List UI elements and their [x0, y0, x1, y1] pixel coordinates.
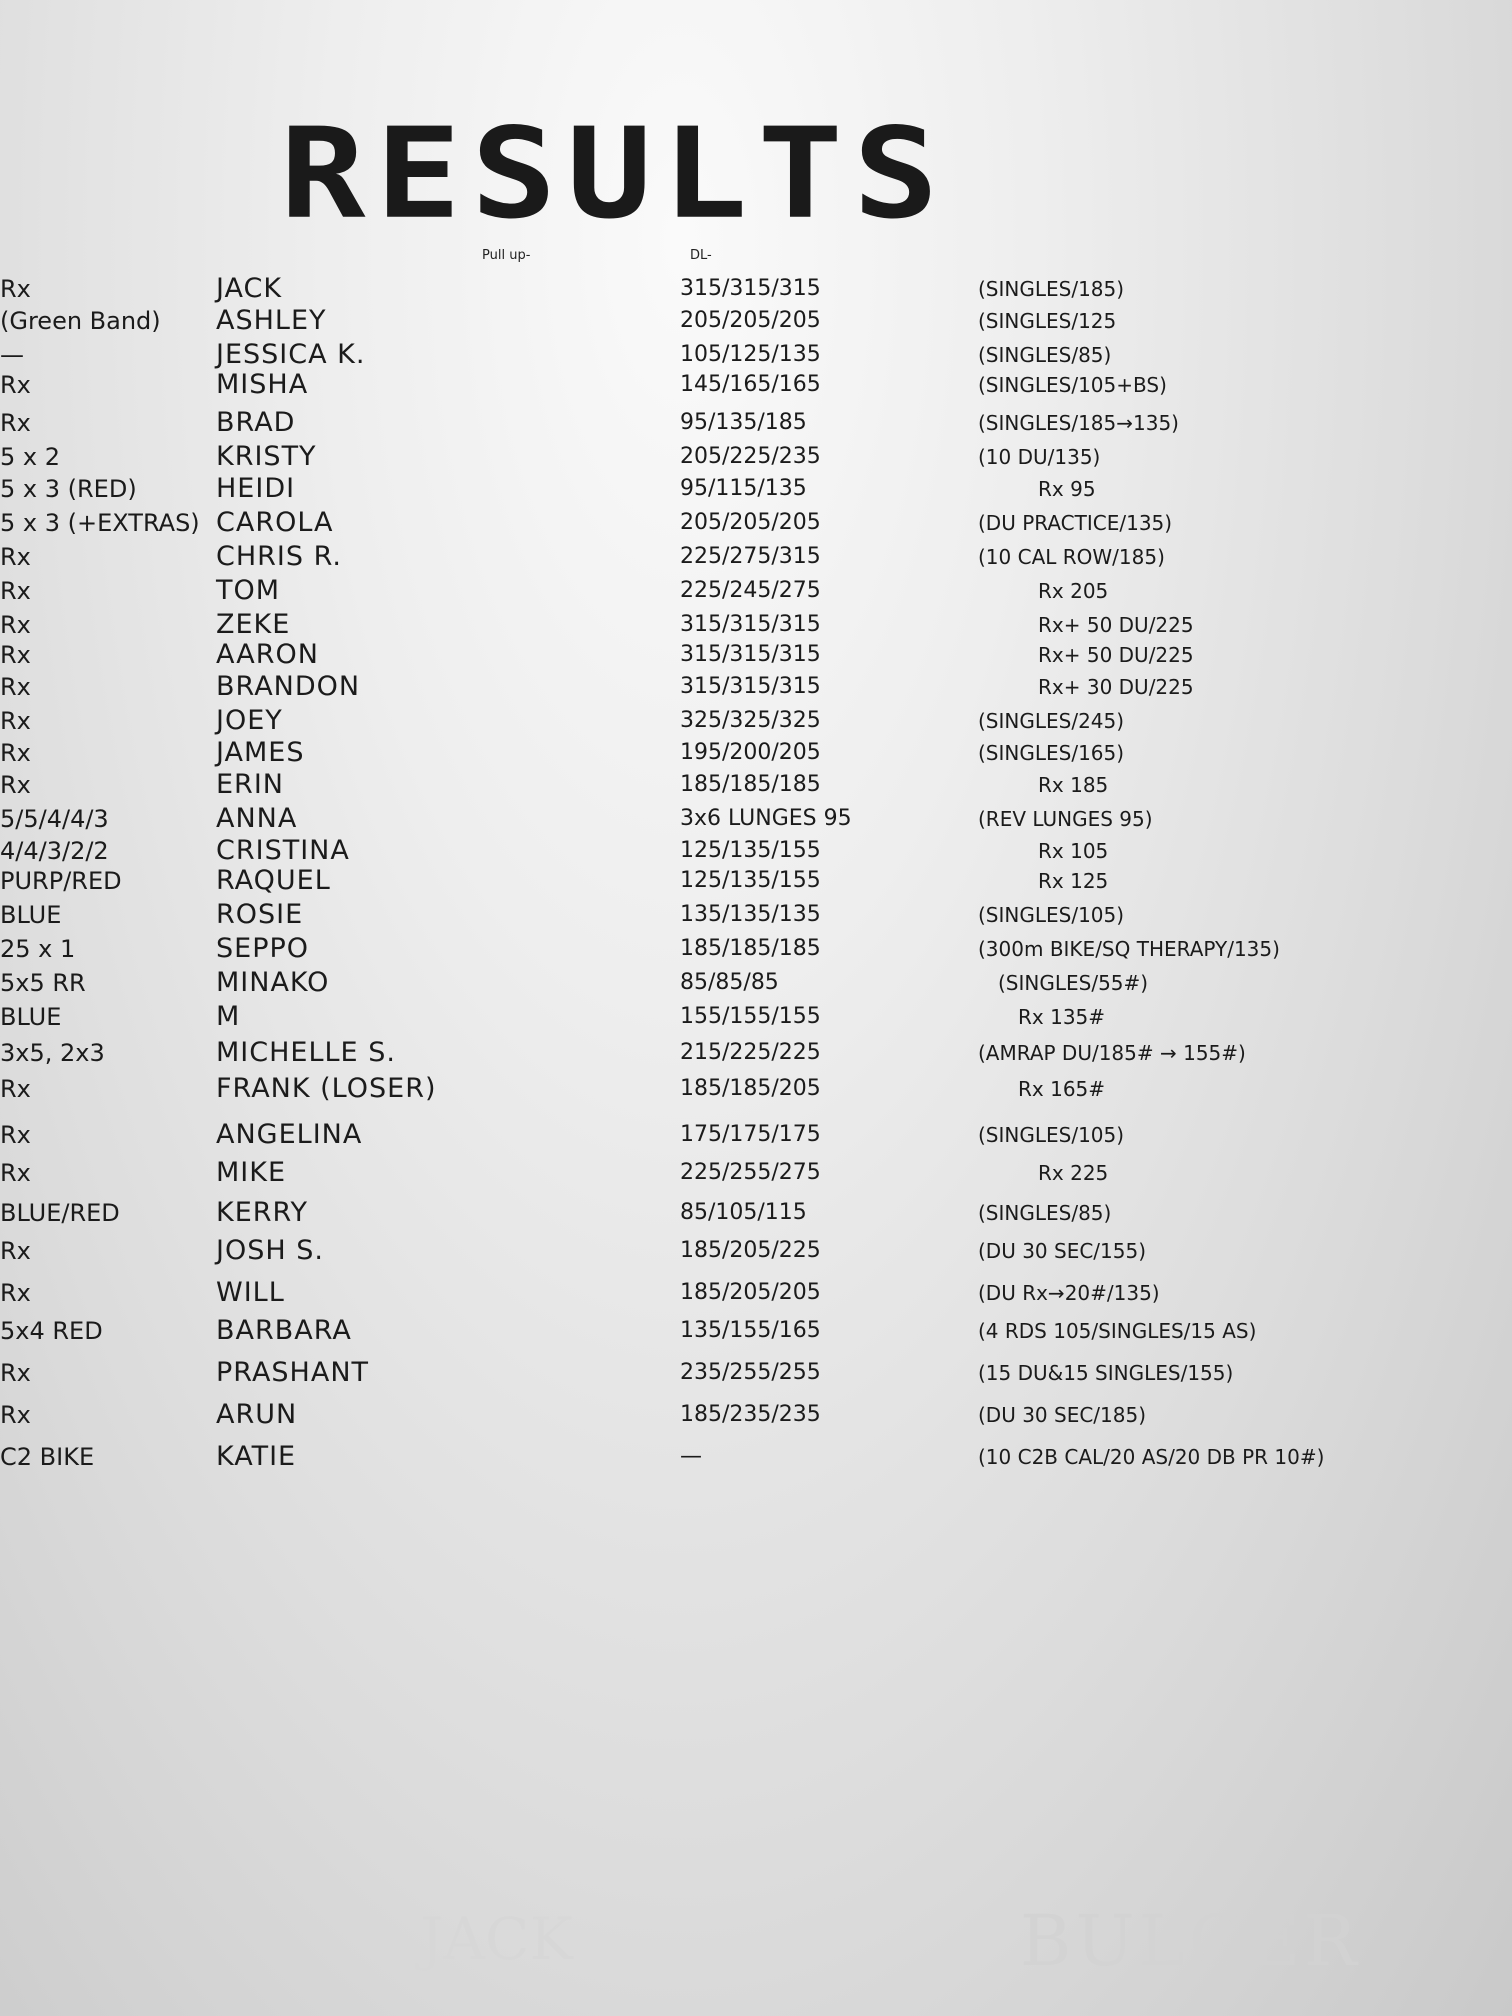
athlete-name: MICHELLE S.: [216, 1037, 396, 1068]
athlete-name: M: [216, 1001, 241, 1032]
athlete-name: CRISTINA: [216, 835, 350, 866]
result-row: [0, 474, 1512, 504]
result-row: [0, 640, 1512, 670]
workout-note: Rx 185: [1038, 773, 1109, 797]
athlete-name: FRANK (LOSER): [216, 1073, 437, 1104]
result-row: [0, 1236, 1512, 1266]
pullup-result: Rx: [0, 611, 31, 639]
deadlift-result: 195/200/205: [680, 740, 821, 765]
deadlift-result: 225/255/275: [680, 1160, 821, 1185]
workout-note: (SINGLES/125: [978, 309, 1117, 333]
deadlift-result: 225/275/315: [680, 544, 821, 569]
deadlift-result: 315/315/315: [680, 612, 821, 637]
athlete-name: KRISTY: [216, 441, 317, 472]
workout-note: (DU 30 SEC/155): [978, 1239, 1147, 1263]
deadlift-result: 235/255/255: [680, 1360, 821, 1385]
result-row: [0, 1442, 1512, 1472]
pullup-result: 5 x 3 (RED): [0, 475, 137, 503]
pullup-result: BLUE: [0, 1003, 62, 1031]
pullup-result: Rx: [0, 1159, 31, 1187]
workout-note: (SINGLES/105): [978, 903, 1125, 927]
workout-note: Rx 95: [1038, 477, 1096, 501]
pullup-result: (Green Band): [0, 307, 161, 335]
result-row: [0, 1198, 1512, 1228]
athlete-name: CAROLA: [216, 507, 334, 538]
athlete-name: HEIDI: [216, 473, 296, 504]
workout-note: (300m BIKE/SQ THERAPY/135): [978, 937, 1280, 961]
deadlift-result: 175/175/175: [680, 1122, 821, 1147]
athlete-name: MIKE: [216, 1157, 287, 1188]
deadlift-result: 325/325/325: [680, 708, 821, 733]
workout-note: Rx 105: [1038, 839, 1109, 863]
result-row: [0, 866, 1512, 896]
athlete-name: MISHA: [216, 369, 309, 400]
deadlift-result: 85/105/115: [680, 1200, 807, 1225]
workout-note: (SINGLES/55#): [998, 971, 1149, 995]
result-row: [0, 706, 1512, 736]
pullup-result: 5 x 2: [0, 443, 60, 471]
pullup-result: —: [0, 341, 24, 369]
workout-note: Rx 205: [1038, 579, 1109, 603]
result-row: [0, 1038, 1512, 1068]
result-row: [0, 542, 1512, 572]
athlete-name: AARON: [216, 639, 319, 670]
pullup-result: Rx: [0, 707, 31, 735]
result-row: [0, 274, 1512, 304]
result-row: [0, 1074, 1512, 1104]
result-row: [0, 934, 1512, 964]
result-row: [0, 900, 1512, 930]
deadlift-result: 185/185/185: [680, 936, 821, 961]
athlete-name: JACK: [216, 273, 283, 304]
workout-note: (SINGLES/105+BS): [978, 373, 1167, 397]
deadlift-result: —: [680, 1444, 702, 1469]
workout-note: (15 DU&15 SINGLES/155): [978, 1361, 1234, 1385]
workout-note: (SINGLES/165): [978, 741, 1125, 765]
athlete-name: RAQUEL: [216, 865, 331, 896]
deadlift-result: 205/205/205: [680, 308, 821, 333]
workout-note: (SINGLES/245): [978, 709, 1125, 733]
athlete-name: KATIE: [216, 1441, 297, 1472]
deadlift-result: 315/315/315: [680, 276, 821, 301]
pullup-result: Rx: [0, 1237, 31, 1265]
deadlift-result: 185/205/225: [680, 1238, 821, 1263]
athlete-name: ERIN: [216, 769, 284, 800]
deadlift-result: 135/155/165: [680, 1318, 821, 1343]
deadlift-result: 185/185/205: [680, 1076, 821, 1101]
pullup-result: Rx: [0, 577, 31, 605]
pullup-result: Rx: [0, 1359, 31, 1387]
athlete-name: JOSH S.: [216, 1235, 324, 1266]
athlete-name: BARBARA: [216, 1315, 352, 1346]
athlete-name: JESSICA K.: [216, 339, 366, 370]
deadlift-result: 205/205/205: [680, 510, 821, 535]
workout-note: (SINGLES/85): [978, 1201, 1112, 1225]
workout-note: Rx 125: [1038, 869, 1109, 893]
workout-note: Rx 225: [1038, 1161, 1109, 1185]
pullup-result: 5x5 RR: [0, 969, 86, 997]
deadlift-result: 105/125/135: [680, 342, 821, 367]
deadlift-result: 215/225/225: [680, 1040, 821, 1065]
result-row: [0, 1358, 1512, 1388]
result-row: [0, 408, 1512, 438]
athlete-name: MINAKO: [216, 967, 330, 998]
deadlift-result: 315/315/315: [680, 642, 821, 667]
pullup-result: Rx: [0, 1075, 31, 1103]
pullup-result: 5 x 3 (+EXTRAS): [0, 509, 200, 537]
pullup-result: 3x5, 2x3: [0, 1039, 105, 1067]
athlete-name: PRASHANT: [216, 1357, 370, 1388]
result-row: [0, 672, 1512, 702]
pullup-result: Rx: [0, 371, 31, 399]
deadlift-result: 205/225/235: [680, 444, 821, 469]
result-row: [0, 1278, 1512, 1308]
workout-note: Rx 135#: [1018, 1005, 1106, 1029]
pullup-result: Rx: [0, 1401, 31, 1429]
athlete-name: CHRIS R.: [216, 541, 342, 572]
workout-note: (DU 30 SEC/185): [978, 1403, 1147, 1427]
pullup-result: Rx: [0, 739, 31, 767]
pullup-result: Rx: [0, 1279, 31, 1307]
result-row: [0, 306, 1512, 336]
athlete-name: JOEY: [216, 705, 283, 736]
deadlift-result: 225/245/275: [680, 578, 821, 603]
result-row: [0, 1120, 1512, 1150]
athlete-name: SEPPO: [216, 933, 310, 964]
deadlift-result: 125/135/155: [680, 838, 821, 863]
athlete-name: WILL: [216, 1277, 285, 1308]
deadlift-result: 145/165/165: [680, 372, 821, 397]
athlete-name: ASHLEY: [216, 305, 327, 336]
deadlift-result: 315/315/315: [680, 674, 821, 699]
result-row: [0, 576, 1512, 606]
deadlift-result: 135/135/135: [680, 902, 821, 927]
pullup-result: 5x4 RED: [0, 1317, 103, 1345]
workout-note: (10 CAL ROW/185): [978, 545, 1165, 569]
workout-note: Rx+ 50 DU/225: [1038, 613, 1194, 637]
result-row: [0, 442, 1512, 472]
result-row: [0, 610, 1512, 640]
athlete-name: ANNA: [216, 803, 298, 834]
workout-note: (DU PRACTICE/135): [978, 511, 1173, 535]
result-row: [0, 1158, 1512, 1188]
workout-note: (SINGLES/185→135): [978, 411, 1179, 435]
workout-note: (10 C2B CAL/20 AS/20 DB PR 10#): [978, 1445, 1325, 1469]
result-row: [0, 370, 1512, 400]
pullup-result: 4/4/3/2/2: [0, 837, 109, 865]
deadlift-result: 3x6 LUNGES 95: [680, 806, 852, 831]
results-title: RESULTS: [280, 101, 949, 247]
result-row: [0, 508, 1512, 538]
athlete-name: KERRY: [216, 1197, 309, 1228]
athlete-name: TOM: [216, 575, 281, 606]
result-row: [0, 340, 1512, 370]
pullup-result: Rx: [0, 771, 31, 799]
deadlift-column-header: DL-: [690, 248, 712, 263]
deadlift-result: 125/135/155: [680, 868, 821, 893]
pullup-result: BLUE/RED: [0, 1199, 120, 1227]
workout-note: Rx+ 30 DU/225: [1038, 675, 1194, 699]
result-row: [0, 738, 1512, 768]
pullup-result: C2 BIKE: [0, 1443, 95, 1471]
workout-note: (DU Rx→20#/135): [978, 1281, 1160, 1305]
result-row: [0, 804, 1512, 834]
deadlift-result: 185/185/185: [680, 772, 821, 797]
athlete-name: BRANDON: [216, 671, 361, 702]
faded-background-text: BULGER: [1020, 1900, 1361, 1982]
pullup-result: Rx: [0, 673, 31, 701]
result-row: [0, 770, 1512, 800]
result-row: [0, 1002, 1512, 1032]
athlete-name: ROSIE: [216, 899, 304, 930]
deadlift-result: 155/155/155: [680, 1004, 821, 1029]
faded-background-text: JACK: [420, 1905, 573, 1973]
deadlift-result: 185/235/235: [680, 1402, 821, 1427]
deadlift-result: 95/135/185: [680, 410, 807, 435]
pullup-result: Rx: [0, 641, 31, 669]
workout-note: (10 DU/135): [978, 445, 1101, 469]
athlete-name: ZEKE: [216, 609, 291, 640]
workout-note: (SINGLES/185): [978, 277, 1125, 301]
result-row: [0, 968, 1512, 998]
athlete-name: ARUN: [216, 1399, 298, 1430]
workout-note: (SINGLES/85): [978, 343, 1112, 367]
pullup-column-header: Pull up-: [482, 248, 531, 263]
workout-note: (4 RDS 105/SINGLES/15 AS): [978, 1319, 1257, 1343]
athlete-name: ANGELINA: [216, 1119, 363, 1150]
pullup-result: Rx: [0, 543, 31, 571]
workout-note: (SINGLES/105): [978, 1123, 1125, 1147]
pullup-result: BLUE: [0, 901, 62, 929]
deadlift-result: 185/205/205: [680, 1280, 821, 1305]
athlete-name: JAMES: [216, 737, 305, 768]
workout-note: Rx 165#: [1018, 1077, 1106, 1101]
pullup-result: Rx: [0, 1121, 31, 1149]
pullup-result: Rx: [0, 275, 31, 303]
result-row: [0, 1316, 1512, 1346]
workout-note: Rx+ 50 DU/225: [1038, 643, 1194, 667]
workout-note: (REV LUNGES 95): [978, 807, 1153, 831]
pullup-result: PURP/RED: [0, 867, 122, 895]
deadlift-result: 85/85/85: [680, 970, 779, 995]
result-row: [0, 1400, 1512, 1430]
result-row: [0, 836, 1512, 866]
athlete-name: BRAD: [216, 407, 296, 438]
pullup-result: 25 x 1: [0, 935, 76, 963]
workout-note: (AMRAP DU/185# → 155#): [978, 1041, 1246, 1065]
pullup-result: 5/5/4/4/3: [0, 805, 109, 833]
pullup-result: Rx: [0, 409, 31, 437]
deadlift-result: 95/115/135: [680, 476, 807, 501]
